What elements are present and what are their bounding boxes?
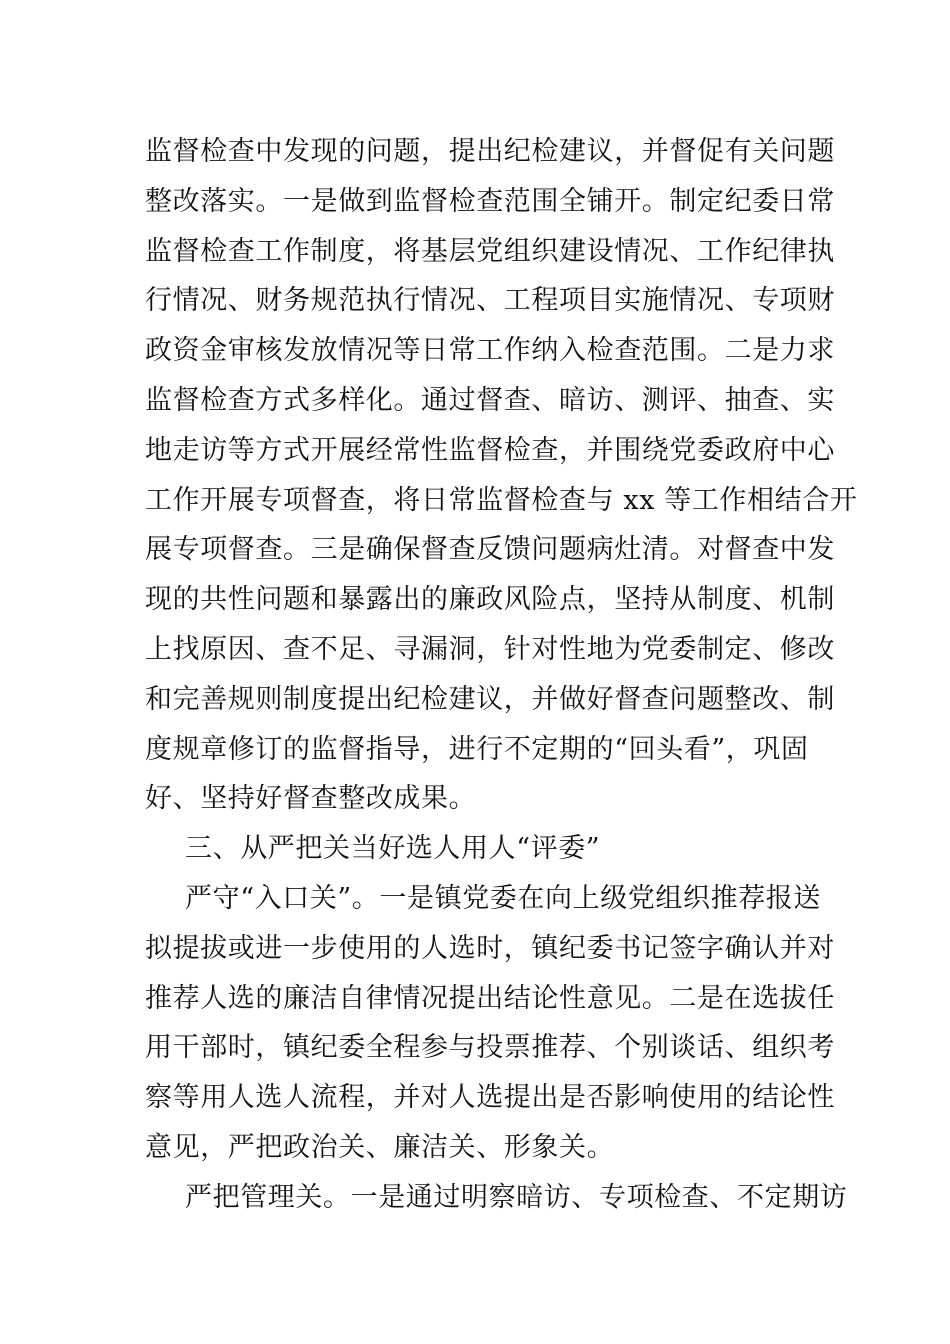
paragraph-line: 展专项督查。三是确保督查反馈问题病灶清。对督查中发 <box>145 534 835 566</box>
paragraph-line: 政资金审核发放情况等日常工作纳入检查范围。二是力求 <box>145 335 835 367</box>
section-heading: 三、从严把关当好选人用人“评委” <box>185 833 601 865</box>
paragraph-line: 用干部时，镇纪委全程参与投票推荐、个别谈话、组织考 <box>145 1032 835 1064</box>
paragraph-line: 监督检查工作制度，将基层党组织建设情况、工作纪律执 <box>145 235 835 267</box>
paragraph-line: 工作开展专项督查，将日常监督检查与 xx 等工作相结合开 <box>145 484 858 516</box>
paragraph-line: 严把管理关。一是通过明察暗访、专项检查、不定期访 <box>185 1181 848 1213</box>
paragraph-line: 监督检查方式多样化。通过督查、暗访、测评、抽查、实 <box>145 384 835 416</box>
paragraph-line: 意见，严把政治关、廉洁关、形象关。 <box>145 1131 615 1163</box>
paragraph-line: 和完善规则制度提出纪检建议，并做好督查问题整改、制 <box>145 683 835 715</box>
paragraph-line: 上找原因、查不足、寻漏洞，针对性地为党委制定、修改 <box>145 633 835 665</box>
paragraph-line: 度规章修订的监督指导，进行不定期的“回头看”，巩固 <box>145 733 809 765</box>
paragraph-line: 严守“入口关”。一是镇党委在向上级党组织推荐报送 <box>185 882 822 914</box>
paragraph-line: 好、坚持好督查整改成果。 <box>145 783 477 815</box>
paragraph-line: 拟提拔或进一步使用的人选时，镇纪委书记签字确认并对 <box>145 932 835 964</box>
paragraph-line: 推荐人选的廉洁自律情况提出结论性意见。二是在选拔任 <box>145 982 835 1014</box>
paragraph-line: 现的共性问题和暴露出的廉政风险点，坚持从制度、机制 <box>145 584 835 616</box>
paragraph-line: 行情况、财务规范执行情况、工程项目实施情况、专项财 <box>145 285 835 317</box>
paragraph-supervision <box>145 127 858 1223</box>
paragraph-line: 察等用人选人流程，并对人选提出是否影响使用的结论性 <box>145 1082 835 1114</box>
paragraph-line: 地走访等方式开展经常性监督检查，并围绕党委政府中心 <box>145 434 835 466</box>
paragraph-line: 监督检查中发现的问题，提出纪检建议，并督促有关问题 <box>145 136 835 167</box>
paragraph-line: 整改落实。一是做到监督检查范围全铺开。制定纪委日常 <box>145 185 835 217</box>
